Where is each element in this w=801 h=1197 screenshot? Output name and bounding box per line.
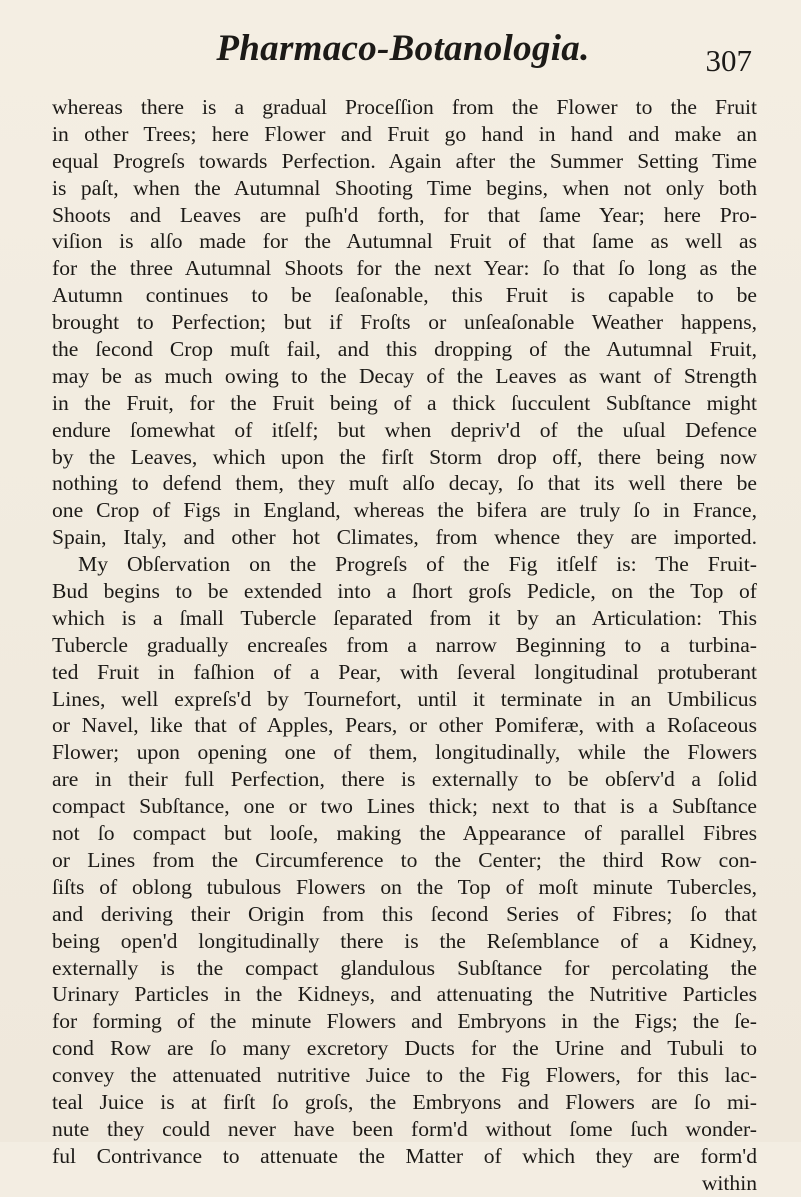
- text-line: teal Juice is at firſt ſo groſs, the Embryons and Flowers are ſo mi-: [52, 1089, 757, 1114]
- text-line: Lines, well expreſs'd by Tournefort, until it terminate in an Umbilicus: [52, 686, 757, 711]
- text-line: by the Leaves, which upon the firſt Storm drop off, there being now: [52, 444, 757, 469]
- running-title: Pharmaco-Botanologia.: [216, 28, 590, 69]
- page-number: 307: [705, 43, 752, 78]
- text-line: which is a ſmall Tubercle ſeparated from it by an Articulation: This: [52, 605, 757, 630]
- text-line: may be as much owing to the Decay of the Leaves as want of Strength: [52, 363, 757, 388]
- page-header: [50, 14, 756, 84]
- text-line: being open'd longitudinally there is the Reſemblance of a Kidney,: [52, 928, 757, 953]
- text-line: viſion is alſo made for the Autumnal Fruit of that ſame as well as: [52, 229, 757, 254]
- text-line: are in their full Perfection, there is externally to be obſerv'd a ſolid: [52, 767, 757, 792]
- text-line: ted Fruit in faſhion of a Pear, with ſeveral longitudinal protuberant: [52, 659, 757, 684]
- text-line: cond Row are ſo many excretory Ducts for the Urine and Tubuli to: [52, 1036, 757, 1061]
- text-line: My Obſervation on the Progreſs of the Fig itſelf is: The Fruit-: [78, 552, 757, 577]
- text-line: endure ſomewhat of itſelf; but when depriv'd of the uſual Defence: [52, 417, 757, 442]
- text-line: nute they could never have been form'd without ſome ſuch wonder-: [52, 1116, 757, 1141]
- text-line: ful Contrivance to attenuate the Matter of which they are form'd: [52, 1143, 757, 1168]
- text-line: for forming of the minute Flowers and Embryons in the Figs; the ſe-: [52, 1009, 757, 1034]
- text-line: or Lines from the Circumference to the Center; the third Row con-: [52, 847, 757, 872]
- text-line: is paſt, when the Autumnal Shooting Time begins, when not only both: [52, 175, 757, 200]
- text-line: Autumn continues to be ſeaſonable, this Fruit is capable to be: [52, 283, 757, 308]
- text-line: whereas there is a gradual Proceſſion from the Flower to the Fruit: [52, 95, 757, 119]
- text-line: compact Subſtance, one or two Lines thick; next to that is a Subſtance: [52, 794, 757, 819]
- text-line: for the three Autumnal Shoots for the next Year: ſo that ſo long as the: [52, 256, 757, 281]
- text-line: equal Progreſs towards Perfection. Again after the Summer Setting Time: [52, 148, 757, 173]
- text-line: Spain, Italy, and other hot Climates, from whence they are imported.: [52, 525, 757, 550]
- text-line: the ſecond Crop muſt fail, and this dropping of the Autumnal Fruit,: [52, 337, 757, 362]
- catchword: within: [701, 1170, 757, 1195]
- text-line: brought to Perfection; but if Froſts or unſeaſonable Weather happens,: [52, 310, 757, 335]
- text-line: Tubercle gradually encreaſes from a narrow Beginning to a turbina-: [52, 632, 757, 657]
- text-line: not ſo compact but looſe, making the Appearance of parallel Fibres: [52, 821, 757, 846]
- text-line: in the Fruit, for the Fruit being of a thick ſucculent Subſtance might: [52, 390, 757, 415]
- text-line: Flower; upon opening one of them, longitudinally, while the Flowers: [52, 740, 757, 765]
- text-line: and deriving their Origin from this ſecond Series of Fibres; ſo that: [52, 901, 757, 926]
- text-line: Bud begins to be extended into a ſhort groſs Pedicle, on the Top of: [52, 579, 757, 604]
- text-line: Urinary Particles in the Kidneys, and attenuating the Nutritive Particles: [52, 982, 757, 1007]
- text-line: ſiſts of oblong tubulous Flowers on the Top of moſt minute Tubercles,: [52, 874, 757, 899]
- body-text: [52, 94, 757, 1197]
- text-line: or Navel, like that of Apples, Pears, or other Pomiferæ, with a Roſaceous: [52, 713, 757, 738]
- text-line: externally is the compact glandulous Subſtance for percolating the: [52, 955, 757, 980]
- text-line: one Crop of Figs in England, whereas the bifera are truly ſo in France,: [52, 498, 757, 523]
- text-line: Shoots and Leaves are puſh'd forth, for that ſame Year; here Pro-: [52, 202, 757, 227]
- text-line: convey the attenuated nutritive Juice to the Fig Flowers, for this lac-: [52, 1063, 757, 1088]
- text-line: nothing to defend them, they muſt alſo decay, ſo that its well there be: [52, 471, 757, 496]
- text-line: in other Trees; here Flower and Fruit go hand in hand and make an: [52, 121, 757, 146]
